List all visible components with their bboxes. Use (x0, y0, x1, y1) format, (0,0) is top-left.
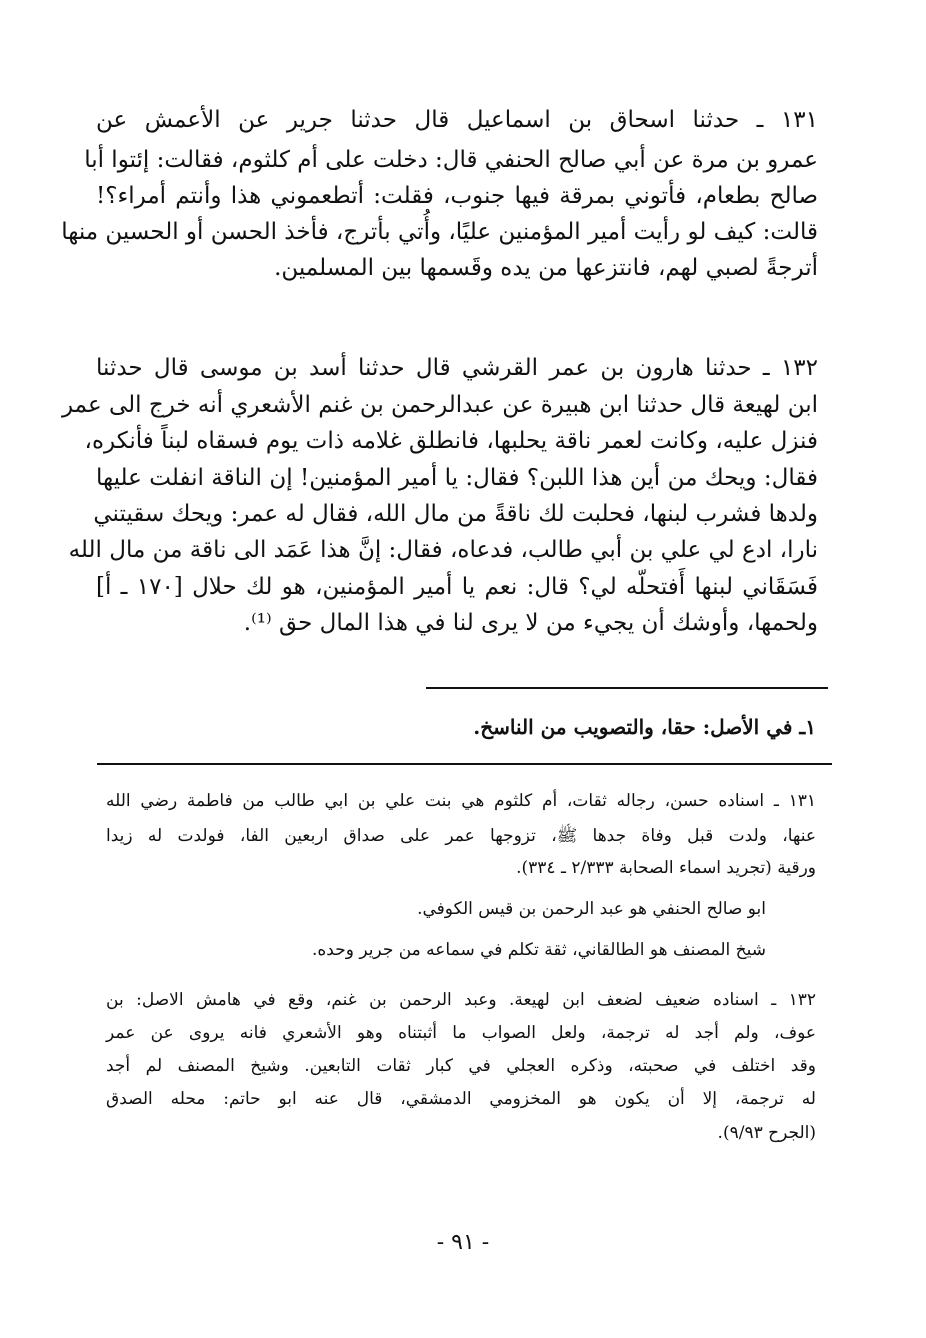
hadith-132-line-5: ولدها فشرب لبنها، فحلبت لك ناقةً من مال الله، فقال له عمر: ويحك سقيتني (93, 501, 818, 527)
footnote-131-line-3: ورقية (تجريد اسماء الصحابة ٢/٣٣٣ ـ ٣٣٤). (516, 858, 816, 878)
hadith-132-line-4: فقال: ويحك من أين هذا اللبن؟ فقال: يا أمير المؤمنين! إن الناقة انفلت عليها (96, 465, 818, 491)
footnotes-separator-rule (97, 763, 832, 765)
hadith-132-line-2: ابن لهيعة قال حدثنا ابن هبيرة عن عبدالرحمن بن غنم الأشعري أنه خرج الى عمر (61, 392, 818, 418)
note-separator-rule (426, 687, 828, 689)
footnote-131-extra-2: شيخ المصنف هو الطالقاني، ثقة تكلم في سماعه من جرير وحده. (311, 940, 766, 960)
footnote-131-line-2: عنها، ولدت قبل وفاة جدها ﷺ، تزوجها عمر على صداق اربعين الفا، فولدت له زيدا (106, 826, 816, 846)
hadith-132-line-6: نارا، ادع لي علي بن أبي طالب، فدعاه، فقال: إنَّ هذا عَمَد الى ناقة من مال الله (68, 537, 818, 563)
hadith-132-line-3: فنزل عليه، وكانت لعمر ناقة يحلبها، فانطلق غلامه ذات يوم فسقاه لبناً فأنكره، (84, 428, 818, 454)
hadith-132-line-7: فَسَقَاني لبنها أَفتحلّه لي؟ قال: نعم يا أمير المؤمنين، هو لك حلال [١٧٠ ـ أ] (96, 574, 818, 600)
footnote-131-extra-1: ابو صالح الحنفي هو عبد الرحمن بن قيس الكوفي. (417, 899, 766, 919)
original-note: ١ـ في الأصل: حقا، والتصويب من الناسخ. (473, 715, 816, 739)
hadith-131-line-5: أترجةً لصبي لهم، فانتزعها من يده وقَسمها بين المسلمين. (274, 255, 818, 281)
footnote-132-line-4: له ترجمة، إلا أن يكون هو المخزومي الدمشقي، قال عنه ابو حاتم: محله الصدق (106, 1089, 816, 1109)
footnote-132-line-3: وقد اختلف في صحبته، وذكره العجلي في كبار ثقات التابعين. وشيخ المصنف لم أجد (106, 1056, 816, 1076)
page-number: - ٩١ - (436, 1230, 490, 1255)
hadith-131-line-2: عمرو بن مرة عن أبي صالح الحنفي قال: دخلت على أم كلثوم، فقالت: إئتوا أبا (84, 147, 818, 173)
hadith-131-line-4: قالت: كيف لو رأيت أمير المؤمنين عليًا، وأُتي بأترج، فأخذ الحسن أو الحسين منها (61, 219, 818, 245)
hadith-131-line-1: ١٣١ ـ حدثنا اسحاق بن اسماعيل قال حدثنا جرير عن الأعمش عن (96, 107, 818, 133)
footnote-132-line-1: ١٣٢ ـ اسناده ضعيف لضعف ابن لهيعة. وعبد الرحمن بن غنم، وقع في هامش الاصل: بن (106, 990, 816, 1010)
hadith-132-line-1: ١٣٢ ـ حدثنا هارون بن عمر القرشي قال حدثنا أسد بن موسى قال حدثنا (96, 355, 818, 381)
hadith-131-line-3: صالح بطعام، فأتوني بمرقة فيها جنوب، فقلت: أتطعموني هذا وأنتم أمراء؟! (96, 183, 818, 209)
footnote-131-line-1: ١٣١ ـ اسناده حسن، رجاله ثقات، أم كلثوم هي بنت علي بن ابي طالب من فاطمة رضي الله (106, 791, 816, 811)
hadith-132-line-8: ولحمها، وأوشك أن يجيء من لا يرى لنا في هذا المال حق ⁽¹⁾. (243, 610, 818, 636)
footnote-132-line-2: عوف، ولم أجد له ترجمة، ولعل الصواب ما أثبتناه وهو الأشعري فانه يروى عن عمر (106, 1023, 816, 1043)
footnote-132-line-5: (الجرح ٩/٩٣). (717, 1123, 816, 1143)
